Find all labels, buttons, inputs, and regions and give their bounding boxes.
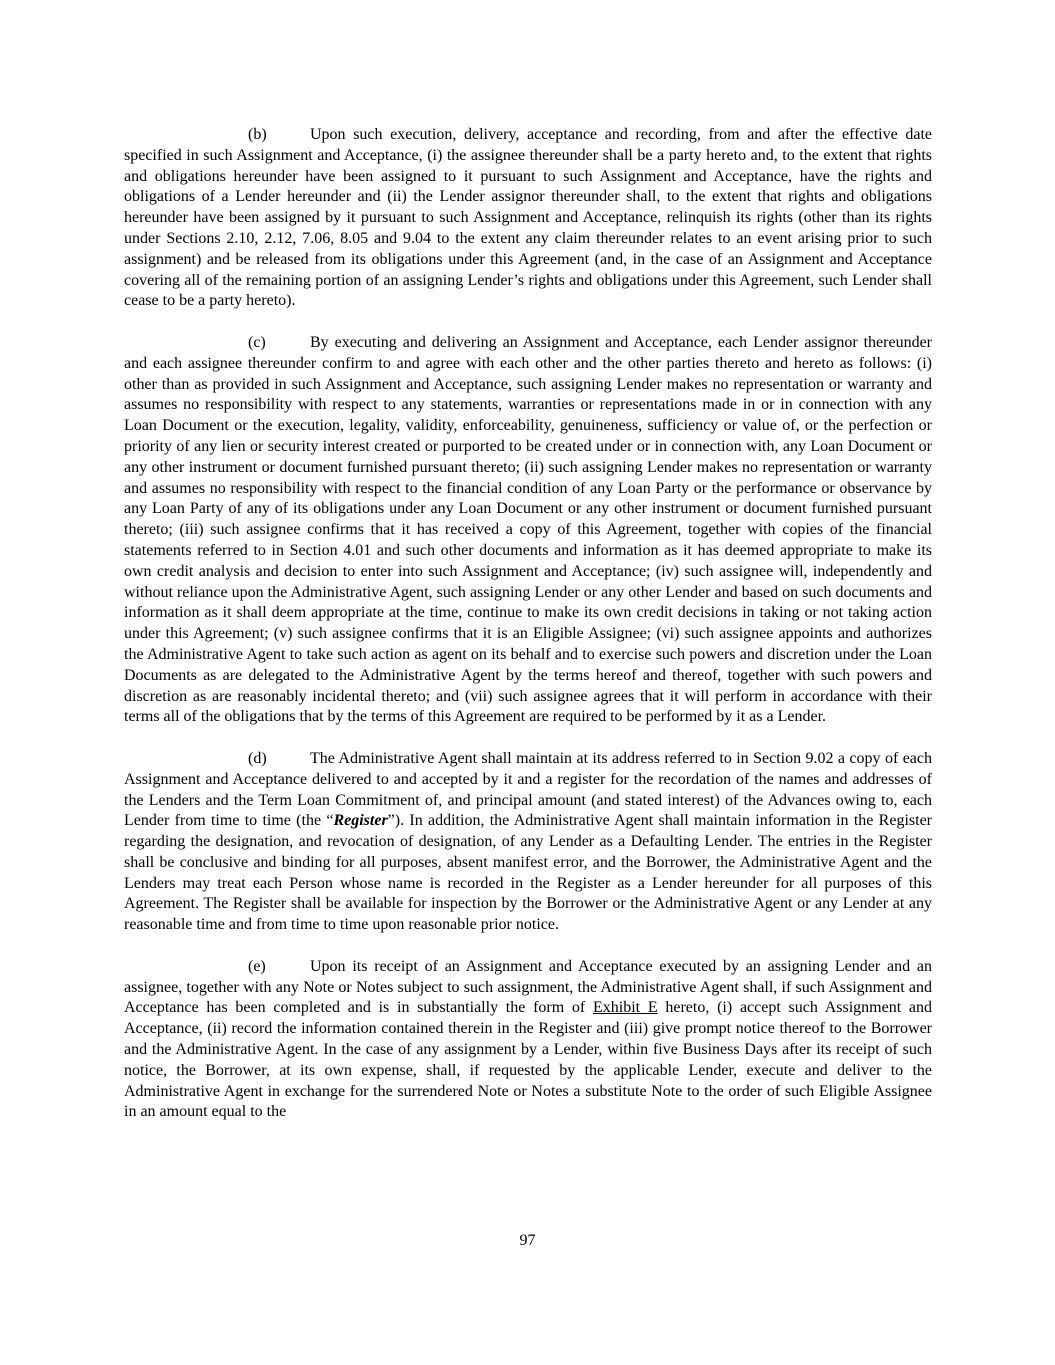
- paragraph-e-label: (e): [248, 957, 266, 975]
- page-number: 97: [519, 1232, 536, 1249]
- paragraph-e: [124, 957, 932, 1123]
- paragraph-d-label: (d): [248, 749, 267, 767]
- register-defined-term: Register: [333, 812, 388, 830]
- document-page: [124, 125, 932, 1144]
- paragraph-c-text: By executing and delivering an Assignment and Acceptance, each Lender assignor thereunder and each assignee thereunder confirm to and agree with each other and the other parties thereto and hereto as follows: (i) other than as provided in such Assignment and Acceptance, such assigning Lender makes no representation or warranty and assumes no responsibility with respect to any statements, warranties or representations made in or in connection with any Loan Document or the execution, legality, validity, enforceability, genuineness, sufficiency or value of, or the perfection or priority of any lien or security interest created or purported to be created under or in connection with, any Loan Document or any other instrument or document furnished pursuant thereto; (ii) such assigning Lender makes no representation or warranty and assumes no responsibility with respect to the financial condition of any Loan Party or the performance or observance by any Loan Party of any of its obligations under any Loan Document or any other instrument or document furnished pursuant thereto; (iii) such assignee confirms that it has received a copy of this Agreement, together with copies of the financial statements referred to in Section 4.01 and such other documents and information as it has deemed appropriate to make its own credit analysis and decision to enter into such Assignment and Acceptance; (iv) such assignee will, independently and without reliance upon the Administrative Agent, such assigning Lender or any other Lender and based on such documents and information as it shall deem appropriate at the time, continue to make its own credit decisions in taking or not taking action under this Agreement; (v) such assignee confirms that it is an Eligible Assignee; (vi) such assignee appoints and authorizes the Administrative Agent to take such action as agent on its behalf and to exercise such powers and discretion under the Loan Documents as are delegated to the Administrative Agent by the terms hereof and thereof, together with such powers and discretion as are reasonably incidental thereto; and (vii) such assignee agrees that it will perform in accordance with their terms all of the obligations that by the terms of this Agreement are required to be performed by it as a Lender.: [124, 333, 932, 726]
- paragraph-d-text-after: ”). In addition, the Administrative Agent shall maintain information in the Register regarding the designation, and revocation of designation, of any Lender as a Defaulting Lender. The entries in the Register shall be conclusive and binding for all purposes, absent manifest error, and the Borrower, the Administrative Agent and the Lenders may treat each Person whose name is recorded in the Register as a Lender hereunder for all purposes of this Agreement. The Register shall be available for inspection by the Borrower or the Administrative Agent or any Lender at any reasonable time and from time to time upon reasonable prior notice.: [124, 812, 932, 934]
- paragraph-e-text-after: hereto, (i) accept such Assignment and Acceptance, (ii) record the information contained therein in the Register and (iii) give prompt notice thereof to the Borrower and the Administrative Agent. In the case of any assignment by a Lender, within five Business Days after its receipt of such notice, the Borrower, at its own expense, shall, if requested by the applicable Lender, execute and deliver to the Administrative Agent in exchange for the surrendered Note or Notes a substitute Note to the order of such Eligible Assignee in an amount equal to the: [124, 999, 933, 1121]
- paragraph-c: [124, 333, 932, 728]
- paragraph-e-text-before: Upon its receipt of an Assignment and Acceptance executed by an assigning Lender and an assignee, together with any Note or Notes subject to such assignment, the Administrative Agent shall, if such Assignment and Acceptance has been completed and is in substantially the form of: [124, 957, 932, 1017]
- paragraph-d-text-before: The Administrative Agent shall maintain at its address referred to in Section 9.02 a copy of each Assignment and Acceptance delivered to and accepted by it and a register for the recordation of the names and addresses of the Lenders and the Term Loan Commitment of, and principal amount (and stated interest) of the Advances owing to, each Lender from time to time (the “: [124, 749, 932, 830]
- paragraph-d: [124, 749, 932, 936]
- paragraph-b-label: (b): [248, 126, 267, 143]
- paragraph-b: [124, 125, 932, 312]
- paragraph-c-label: (c): [248, 333, 266, 351]
- exhibit-e-link[interactable]: Exhibit E: [593, 999, 658, 1017]
- paragraph-b-text: Upon such execution, delivery, acceptance and recording, from and after the effective date specified in such Assignment and Acceptance, (i) the assignee thereunder shall be a party hereto and, to the extent that rights and obligations hereunder have been assigned to it pursuant to such Assignment and Acceptance, have the rights and obligations of a Lender hereunder and (ii) the Lender assignor thereunder shall, to the extent that rights and obligations hereunder have been assigned by it pursuant to such Assignment and Acceptance, relinquish its rights (other than its rights under Sections 2.10, 2.12, 7.06, 8.05 and 9.04 to the extent any claim thereunder relates to an event arising prior to such assignment) and be released from its obligations under this Agreement (and, in the case of an Assignment and Acceptance covering all of the remaining portion of an assigning Lender’s rights and obligations under this Agreement, such Lender shall cease to be a party hereto).: [124, 126, 932, 310]
